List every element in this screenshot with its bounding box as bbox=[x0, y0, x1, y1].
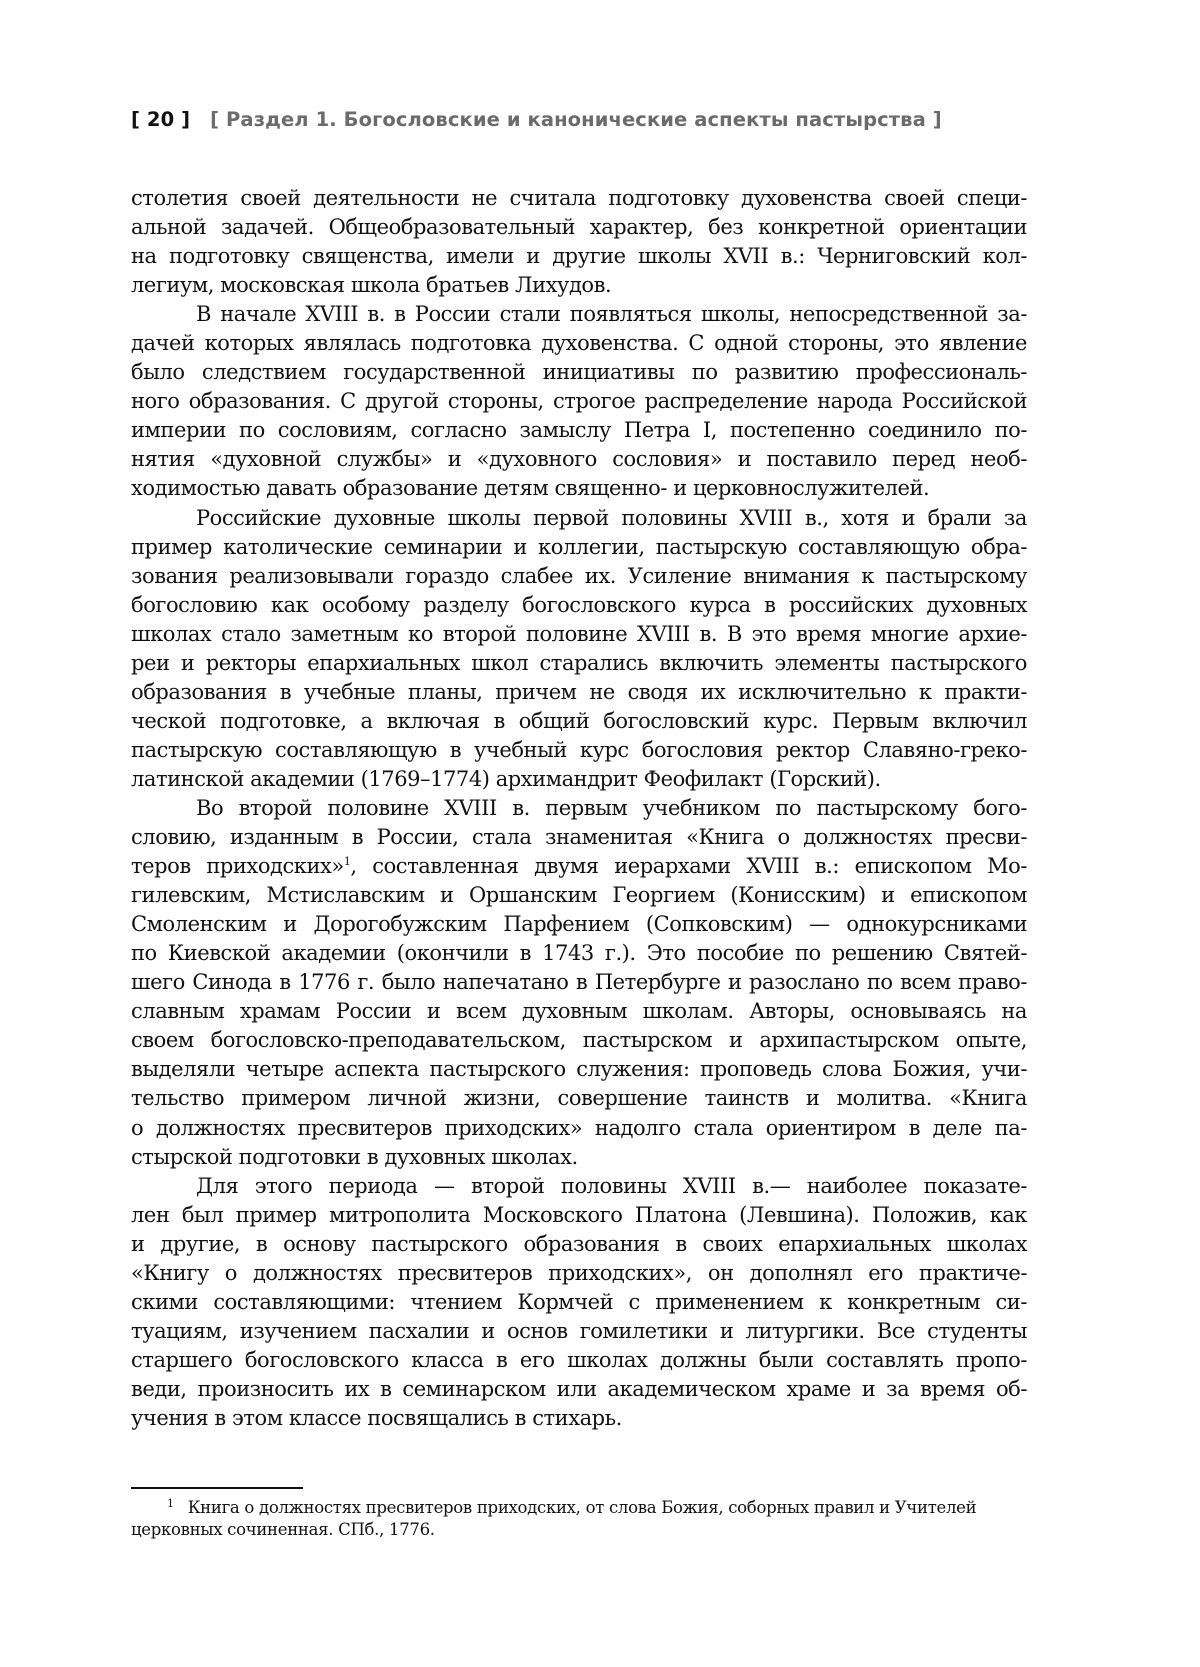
footnote-reference[interactable]: 1 bbox=[344, 855, 351, 868]
text-line: тельство примером личной жизни, совершение таинств и молитва. «Книга bbox=[131, 1084, 1027, 1113]
text-line: было следствием государственной инициативы по развитию профессиональ- bbox=[131, 358, 1027, 387]
text-line-with-footnote bbox=[131, 852, 1027, 881]
text-line: пастырскую составляющую в учебный курс богословия ректор Славяно-греко- bbox=[131, 736, 1027, 765]
running-head bbox=[131, 108, 942, 131]
text-line: словию, изданным в России, стала знаменитая «Книга о должностях пресви- bbox=[131, 823, 1027, 852]
text-line: лен был пример митрополита Московского Платона (Левшина). Положив, как bbox=[131, 1201, 1027, 1230]
section-title: [ Раздел 1. Богословские и канонические аспекты пастырства ] bbox=[210, 108, 942, 131]
text-line: «Книгу о должностях пресвитеров приходских», он дополнял его практиче- bbox=[131, 1259, 1027, 1288]
footnote-rule bbox=[131, 1487, 303, 1489]
text-line: реи и ректоры епархиальных школ старались включить элементы пастырского bbox=[131, 649, 1027, 678]
text-line: В начале XVIII в. в России стали появляться школы, непосредственной за- bbox=[131, 300, 1027, 329]
text-line: пример католические семинарии и коллегии, пастырскую составляющую обра- bbox=[131, 533, 1027, 562]
text-line: туациям, изучением пасхалии и основ гомилетики и литургики. Все студенты bbox=[131, 1317, 1027, 1346]
text-line: зования реализовывали гораздо слабее их. Усиление внимания к пастырскому bbox=[131, 562, 1027, 591]
line-part: , составленная двумя иерархами XVIII в.: епископом Мо- bbox=[350, 854, 1027, 878]
text-line: Во второй половине XVIII в. первым учебником по пастырскому бого- bbox=[131, 794, 1027, 823]
text-line: учения в этом классе посвящались в стихарь. bbox=[131, 1404, 1027, 1433]
text-line: нятия «духовной службы» и «духовного сословия» и поставило перед необ- bbox=[131, 445, 1027, 474]
text-line: скими составляющими: чтением Кормчей с применением к конкретным си- bbox=[131, 1288, 1027, 1317]
text-line: Российские духовные школы первой половины XVIII в., хотя и брали за bbox=[131, 504, 1027, 533]
page-number: [ 20 ] bbox=[131, 108, 190, 131]
document-page bbox=[0, 0, 1200, 1667]
text-line: столетия своей деятельности не считала подготовку духовенства своей специ- bbox=[131, 184, 1027, 213]
body-text bbox=[131, 184, 1027, 1433]
text-line: образования в учебные планы, причем не сводя их исключительно к практи- bbox=[131, 678, 1027, 707]
text-line: альной задачей. Общеобразовательный характер, без конкретной ориентации bbox=[131, 213, 1027, 242]
text-line: и другие, в основу пастырского образования в своих епархиальных школах bbox=[131, 1230, 1027, 1259]
text-line: империи по сословиям, согласно замыслу Петра I, постепенно соединило по- bbox=[131, 416, 1027, 445]
footnote bbox=[131, 1497, 1027, 1541]
text-line: на подготовку священства, имели и другие школы XVII в.: Черниговский кол- bbox=[131, 242, 1027, 271]
text-line: по Киевской академии (окончили в 1743 г.). Это пособие по решению Святей- bbox=[131, 939, 1027, 968]
text-line: выделяли четыре аспекта пастырского служения: проповедь слова Божия, учи- bbox=[131, 1055, 1027, 1084]
text-line: Для этого периода — второй половины XVIII в.— наиболее показате- bbox=[131, 1172, 1027, 1201]
text-line: латинской академии (1769–1774) архимандрит Феофилакт (Горский). bbox=[131, 765, 1027, 794]
line-part: теров приходских» bbox=[131, 854, 344, 878]
text-line: гилевским, Мстиславским и Оршанским Георгием (Конисским) и епископом bbox=[131, 881, 1027, 910]
footnote-line: церковных сочиненная. СПб., 1776. bbox=[131, 1519, 1027, 1541]
text-line: о должностях пресвитеров приходских» надолго стала ориентиром в деле па- bbox=[131, 1114, 1027, 1143]
text-line: своем богословско-преподавательском, пастырском и архипастырском опыте, bbox=[131, 1026, 1027, 1055]
text-line: школах стало заметным ко второй половине XVIII в. В это время многие архие- bbox=[131, 620, 1027, 649]
text-line: старшего богословского класса в его школах должны были составлять пропо- bbox=[131, 1346, 1027, 1375]
text-line: ного образования. С другой стороны, строгое распределение народа Российской bbox=[131, 387, 1027, 416]
text-line: Смоленским и Дорогобужским Парфением (Сопковским) — однокурсниками bbox=[131, 910, 1027, 939]
text-line: веди, произносить их в семинарском или академическом храме и за время об- bbox=[131, 1375, 1027, 1404]
footnote-line bbox=[131, 1497, 1027, 1519]
footnote-mark: 1 bbox=[167, 1497, 174, 1510]
footnote-text: Книга о должностях пресвитеров приходских, от слова Божия, соборных правил и Учителей bbox=[188, 1498, 977, 1517]
text-line: ходимостью давать образование детям священно- и церковнослужителей. bbox=[131, 474, 1027, 503]
text-line: ческой подготовке, а включая в общий богословский курс. Первым включил bbox=[131, 707, 1027, 736]
text-line: богословию как особому разделу богословского курса в российских духовных bbox=[131, 591, 1027, 620]
text-line: стырской подготовки в духовных школах. bbox=[131, 1143, 1027, 1172]
text-line: шего Синода в 1776 г. было напечатано в Петербурге и разослано по всем право- bbox=[131, 968, 1027, 997]
text-line: дачей которых являлась подготовка духовенства. С одной стороны, это явление bbox=[131, 329, 1027, 358]
text-line: славным храмам России и всем духовным школам. Авторы, основываясь на bbox=[131, 997, 1027, 1026]
text-line: легиум, московская школа братьев Лихудов. bbox=[131, 271, 1027, 300]
